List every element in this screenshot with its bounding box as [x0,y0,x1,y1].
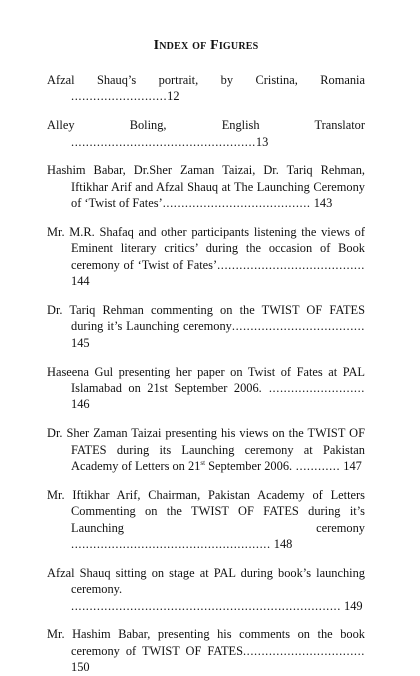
entry-caption-continued: September 2006. [205,459,293,474]
entry-caption: Mr. Iftikhar Arif, Chairman, Pakistan Academy of Letters Commenting on the TWIST OF FATES during it’s Launching ceremony [47,487,365,535]
figure-index-list [47,72,365,676]
dot-leader: .................................... [231,319,365,334]
entry-caption: Haseena Gul presenting her paper on Twist of Fates at PAL Islamabad on 21st September 2006. [47,364,365,396]
entry-caption: Hashim Babar, Dr.Sher Zaman Taizai, Dr. Tariq Rehman, Iftikhar Arif and Afzal Shauq at The Launching Ceremony of ‘Twist of Fates’ [47,163,365,211]
entry-caption: Dr. Sher Zaman Taizai presenting his views on the TWIST OF FATES during its Launching ceremony at Pakistan Academy of Letters on 21 [47,426,365,474]
dot-leader: ........................................ [162,196,311,211]
entry-page-number: 13 [255,134,269,149]
dot-leader: ......................................................................... [71,598,341,613]
entry-caption: Dr. Tariq Rehman commenting on the TWIST OF FATES during it’s Launching ceremony [47,303,365,334]
ordinal-suffix: st [200,458,206,467]
figure-entry [47,487,365,553]
entry-caption: Afzal Shauq’s portrait, by Cristina, Romania [47,73,365,87]
entry-caption: Alley Boling, English Translator [47,118,365,133]
figure-entry [47,364,365,413]
figure-entry [47,224,365,290]
figure-entry [47,425,365,474]
dot-leader: ...................................................... [71,537,271,552]
entry-page-number: 148 [270,537,293,552]
figure-entry [47,162,365,211]
figure-entry [47,117,365,150]
entry-page-number: 147 [340,459,362,474]
figure-entry [47,302,365,351]
entry-caption: Afzal Shauq sitting on stage at PAL during book’s launching ceremony. [47,565,365,597]
dot-leader: ........................................ [217,257,365,272]
page-title: Index of Figures [153,38,259,53]
entry-page-number: 144 [71,274,90,289]
dot-leader: .................................................. [71,134,256,149]
entry-page-number: 12 [167,89,180,104]
dot-leader: ................................. [242,643,365,658]
entry-caption: Mr. M.R. Shafaq and other participants listening the views of Eminent literary critics’ during the occasion of Book ceremony of ‘Twist of Fates’ [47,225,365,272]
figure-entry [47,72,365,105]
entry-page-number: 145 [71,335,90,350]
dot-leader: .......................... [71,89,168,104]
entry-page-number: 143 [310,196,333,211]
dot-leader: ............ [292,459,341,474]
dot-leader: .......................... [261,381,365,396]
entry-page-number: 150 [71,660,90,675]
entry-page-number: 149 [340,598,363,613]
entry-page-number: 146 [71,397,90,412]
entry-caption: Mr. Hashim Babar, presenting his comments on the book ceremony of TWIST OF FATES [47,627,365,658]
figure-entry [47,565,365,614]
figure-entry [47,626,365,675]
